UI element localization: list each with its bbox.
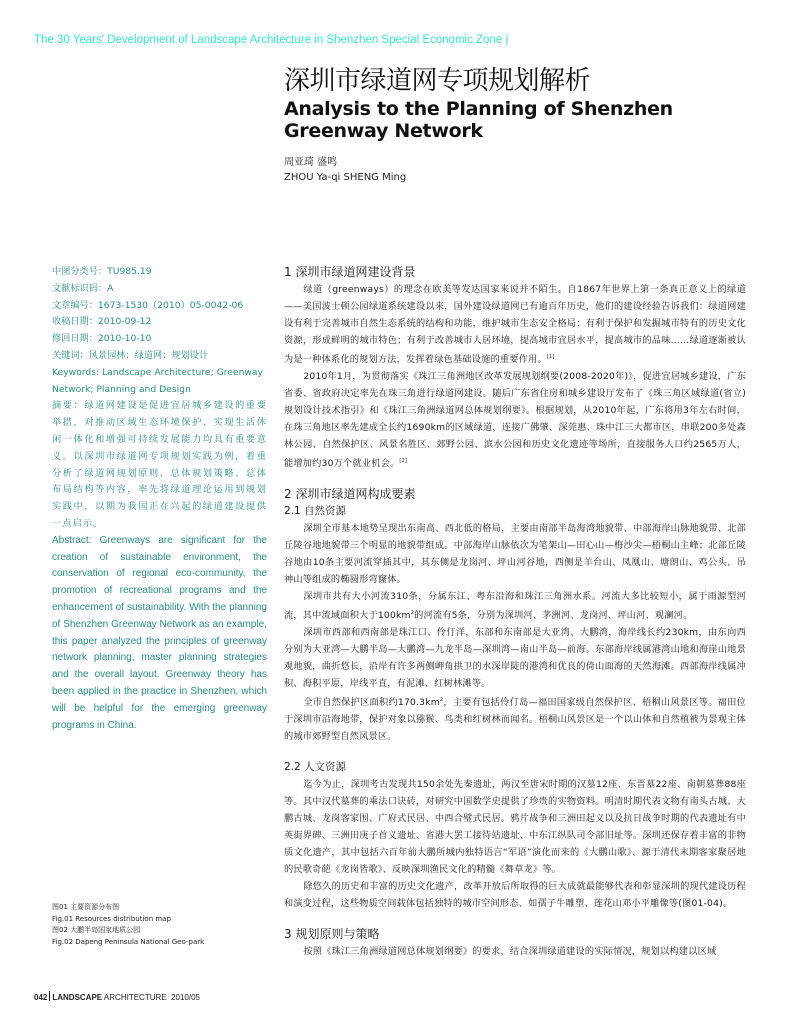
issue-number: 2010/05 xyxy=(171,993,200,1002)
superscript: 2 xyxy=(439,697,444,704)
keywords-chinese: 关键词：风景园林；绿道网；规划设计 xyxy=(52,349,209,361)
article-body xyxy=(284,264,746,960)
paragraph xyxy=(284,588,746,624)
figure-captions xyxy=(52,902,267,948)
authors xyxy=(284,155,406,186)
subsection-2-1-heading: 2.1 自然资源 xyxy=(284,505,347,518)
paragraph-text: 深圳市共有大小河流310条，分属东江、粤东沿海和珠江三角洲水系。河流大多比较短小，属于雨源型河流，其中流域面积大于100km xyxy=(284,591,746,622)
article-number: 文章编号：1673-1530（2010）05-0042-06 xyxy=(52,299,244,311)
authors-chinese: 周亚琦 盛鸣 xyxy=(284,157,338,168)
paragraph xyxy=(284,692,746,745)
page-footer xyxy=(34,991,200,1002)
revised-date: 修回日期：2010-10-10 xyxy=(52,333,152,345)
superscript: 2 xyxy=(410,610,415,617)
document-code: 文献标识码：A xyxy=(52,282,114,294)
citation-ref[interactable]: [1] xyxy=(546,354,555,360)
article-sidebar xyxy=(52,264,267,734)
title-block xyxy=(284,66,754,142)
authors-english: ZHOU Ya-qi SHENG Ming xyxy=(284,172,407,183)
paragraph-text: ，主要有包括伶仃岛—福田国家级自然保护区、梧桐山风景区等。福田位于深圳市沿海地带，保护对象以猕猴、鸟类和红树林而闻名。梧桐山风景区是一个以山体和自然植被为景观主体的城市郊野型自然风景区。 xyxy=(284,697,746,743)
title-chinese: 深圳市绿道网专项规划解析 xyxy=(284,66,591,96)
paragraph: 迄今为止，深圳考古发现共150余处先秦遗址，两汉至唐宋时期的汉墓12座、东晋墓22座、南朝墓葬88座等。其中汉代墓葬的乘法口诀砖，对研究中国数学史提供了珍贵的实物资料。明清时期代表文物有南头古城、大鹏古城、龙岗客家围、广府式民居、中西合璧式民居。鸦片战争和三洲田起义以及抗日战争时期的代表遗址有中英街界碑、三洲田庚子首义遗址、省港大罢工接待站遗址、中东江纵队司令部旧址等。深圳还保存着丰富的非物质文化遗产，其中包括六百年前大鹏所城内独特语言“军语”演化而来的《大鹏山歌》、源于清代末期客家聚居地的民歌奇葩《龙岗皆歌》、反映深圳渔民文化的精髓《舞草龙》等。 xyxy=(284,779,746,876)
page-number: 042 xyxy=(34,993,48,1002)
keywords-english: Keywords: Landscape Architecture; Greenway Network; Planning and Design xyxy=(52,366,263,395)
abstract-chinese: 摘要：绿道网建设是促进宜居城乡建设的重要举措，对推动区域生态环境保护、实现生活休闲一体化和增强可持续发展能力均具有重要意义。以深圳市绿道网专项规划实践为例，着重分析了绿道网规划原则、总体规划策略、总体布局结构等内容，率先将绿道理论运用到规划实践中，以期为我国正在兴起的绿道建设提供一点启示。 xyxy=(52,400,267,529)
paragraph-text: 绿道（greenways）的理念在欧美等发达国家来说并不陌生。自1867年世界上第一条真正意义上的绿道——美国波士顿公园绿道系统建设以来，国外建设绿道网已有逾百年历史，他们的建设经验告诉我们：绿道网建设有利于完善城市自然生态系统的结构和功能，维护城市生态安全格局；有利于保护和发掘城市特有的历史文化资源，形成鲜明的城市特色；有利于改善城市人居环境，提高城市宜居水平，提高城市的品味……绿道逐渐被认为是一种体系化的规划方法，发挥着绿色基础设施的重要作用。 xyxy=(284,284,746,366)
clc-number: 中图分类号：TU985.19 xyxy=(52,266,152,277)
caption-fig02-cn: 图02 大鹏半岛国家地质公园 xyxy=(52,926,141,934)
paragraph xyxy=(284,368,746,472)
citation-ref[interactable]: [2] xyxy=(399,458,408,465)
caption-fig02-en: Fig.02 Dapeng Peninsula National Geo-park xyxy=(52,937,205,946)
paragraph-text: 2010年1月，为贯彻落实《珠江三角洲地区改革发展规划纲要(2008-2020年)》，促进宜居城乡建设，广东省委、省政府决定率先在珠三角进行绿道网建设。随后广东省住房和城乡建设厅发布了《珠三角区域绿道(省立)规划设计技术指引》和《珠江三角洲绿道网总体规划纲要》。根据规划，从2010年起，广东将用3年左右时间，在珠三角地区率先建成全长约1690km的区域绿道，连接广佛肇、深莞惠、珠中江三大都市区，串联200多处森林公园、自然保护区、风景名胜区、郊野公园、滨水公园和历史文化遗迹等场所，直接服务人口约2565万人，能增加约30万个就业机会。 xyxy=(284,371,746,470)
paragraph: 除悠久的历史和丰富的历史文化遗产，改革开放后所取得的巨大成就最能够代表和彰显深圳的现代建设历程和演变过程，这些物质空间载体包括独特的城市空间形态、如孺子牛雕塑、莲花山邓小平雕像等(图01-04)。 xyxy=(284,881,746,910)
caption-fig01-en: Fig.01 Resources distribution map xyxy=(52,914,171,923)
abstract-english: Abstract: Greenways are significant for the creation of sustainable environment, the conservation of regional eco-community, the promotion of recreational programs and the enhancement of sustainability. With the planning of Shenzhen Greenway Network as an example, this paper analyzed the principles of greenway network planning, master planning strategies and the overall layout. Greenway theory has been applied in the practice in Shenzhen, which will be helpful for the emerging greenway programs in China. xyxy=(52,534,267,731)
subsection-2-2-heading: 2.2 人文资源 xyxy=(284,761,347,774)
paragraph xyxy=(284,281,746,368)
paragraph-text: 全市自然保护区面积约170.3km xyxy=(303,697,440,709)
running-header: The 30 Years' Development of Landscape Architecture in Shenzhen Special Economic Zone | xyxy=(34,34,509,46)
paragraph: 深圳市西部和西南部是珠江口、伶仃洋，东部和东南部是大亚湾、大鹏湾，海岸线长约230km，由东向西分别为大亚湾—大鹏半岛—大鹏湾—九龙半岛—深圳湾—南山半岛—前海。东部海岸线属港湾山地和海崖山地景观地貌，曲折悠长，沿岸有许多两侧岬角拱卫的水深岸陡的港湾和优良的倚山面海的天然海滩。西部海岸线属冲积、海积平原，岸线平直，有泥滩、红树林滩等。 xyxy=(284,627,746,690)
section-1-heading: 1 深圳市绿道网建设背景 xyxy=(284,265,416,279)
magazine-name-bold: LANDSCAPE xyxy=(52,993,103,1002)
section-3-heading: 3 规划原则与策略 xyxy=(284,927,380,942)
paragraph-text: 的河流有5条，分别为深圳河、茅洲河、龙岗河、坪山河、观澜河。 xyxy=(414,610,693,622)
paragraph: 深圳全市基本地势呈现出东南高、西北低的格局，主要由南部半岛海湾地貌带、中部海岸山脉地貌带、北部丘陵谷地地貌带三个明显的地貌带组成。中部海岸山脉依次为笔架山—田心山—梅沙尖—梧桐山主峰；北部丘陵谷地由10条主要河流穿插其中，其东侧是龙岗河、坪山河谷地，西侧是羊台山、凤凰山、塘朗山、鸡公头、吊神山等组成的椭圆形弯窿体。 xyxy=(284,523,746,586)
magazine-name-rest: ARCHITECTURE xyxy=(103,993,167,1002)
paragraph: 按照《珠江三角洲绿道网总体规划纲要》的要求，结合深圳绿道建设的实际情况，规划以构建以区域 xyxy=(303,946,717,958)
caption-fig01-cn: 图01 主要资源分布图 xyxy=(52,903,120,911)
title-english: Analysis to the Planning of Shenzhen Greenway Network xyxy=(284,98,673,142)
received-date: 收稿日期：2010-09-12 xyxy=(52,316,152,328)
section-2-heading: 2 深圳市绿道网构成要素 xyxy=(284,487,416,502)
footer-divider xyxy=(49,991,50,1001)
